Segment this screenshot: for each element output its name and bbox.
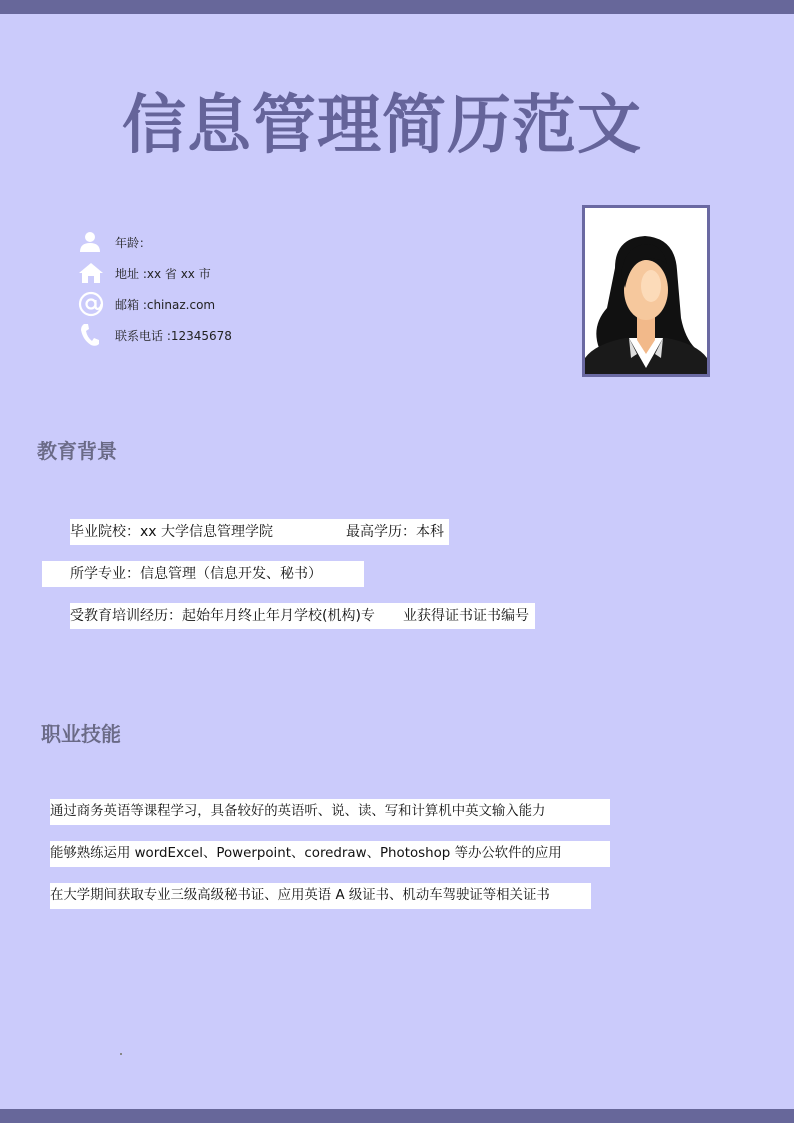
training-text-cont: 业获得证书证书编号 bbox=[403, 608, 529, 624]
avatar-illustration bbox=[585, 208, 707, 374]
skill-item bbox=[50, 799, 610, 825]
education-heading: 教育背景 bbox=[37, 439, 117, 463]
skills-heading: 职业技能 bbox=[41, 722, 121, 746]
skill-item bbox=[50, 883, 591, 909]
top-border-bar bbox=[0, 0, 794, 14]
age-label: 年龄： bbox=[115, 235, 152, 250]
skill-item-text: 能够熟练运用 wordExcel、Powerpoint、coredraw、Photoshop 等办公软件的应用 bbox=[50, 846, 562, 861]
address-text: 地址 :xx 省 xx 市 bbox=[115, 266, 211, 281]
education-school-row bbox=[70, 519, 449, 545]
education-major-row bbox=[42, 561, 364, 587]
major-text: 所学专业：信息管理（信息开发、秘书） bbox=[70, 566, 322, 582]
page-title: 信息管理简历范文 bbox=[122, 89, 642, 163]
contact-email bbox=[78, 290, 378, 318]
speck bbox=[120, 1053, 122, 1055]
phone-text: 联系电话 :12345678 bbox=[115, 328, 232, 343]
phone-icon bbox=[78, 321, 108, 349]
profile-photo bbox=[582, 205, 710, 377]
email-text: 邮箱 :chinaz.com bbox=[115, 297, 216, 312]
school-text: 毕业院校：xx 大学信息管理学院 bbox=[70, 524, 274, 540]
person-icon bbox=[78, 228, 108, 256]
bottom-border-bar bbox=[0, 1109, 794, 1123]
skill-item-text: 在大学期间获取专业三级高级秘书证、应用英语 A 级证书、机动车驾驶证等相关证书 bbox=[50, 888, 550, 903]
skill-item bbox=[50, 841, 610, 867]
education-training-row bbox=[70, 603, 535, 629]
degree-text: 最高学历：本科 bbox=[346, 524, 444, 540]
contact-address bbox=[78, 259, 378, 287]
at-icon bbox=[78, 290, 108, 318]
training-text: 受教育培训经历：起始年月终止年月学校(机构)专 bbox=[70, 608, 375, 624]
skill-item-text: 通过商务英语等课程学习，具备较好的英语听、说、读、写和计算机中英文输入能力 bbox=[50, 804, 546, 819]
home-icon bbox=[78, 259, 108, 287]
contact-phone bbox=[78, 321, 378, 349]
contact-age bbox=[78, 228, 378, 256]
